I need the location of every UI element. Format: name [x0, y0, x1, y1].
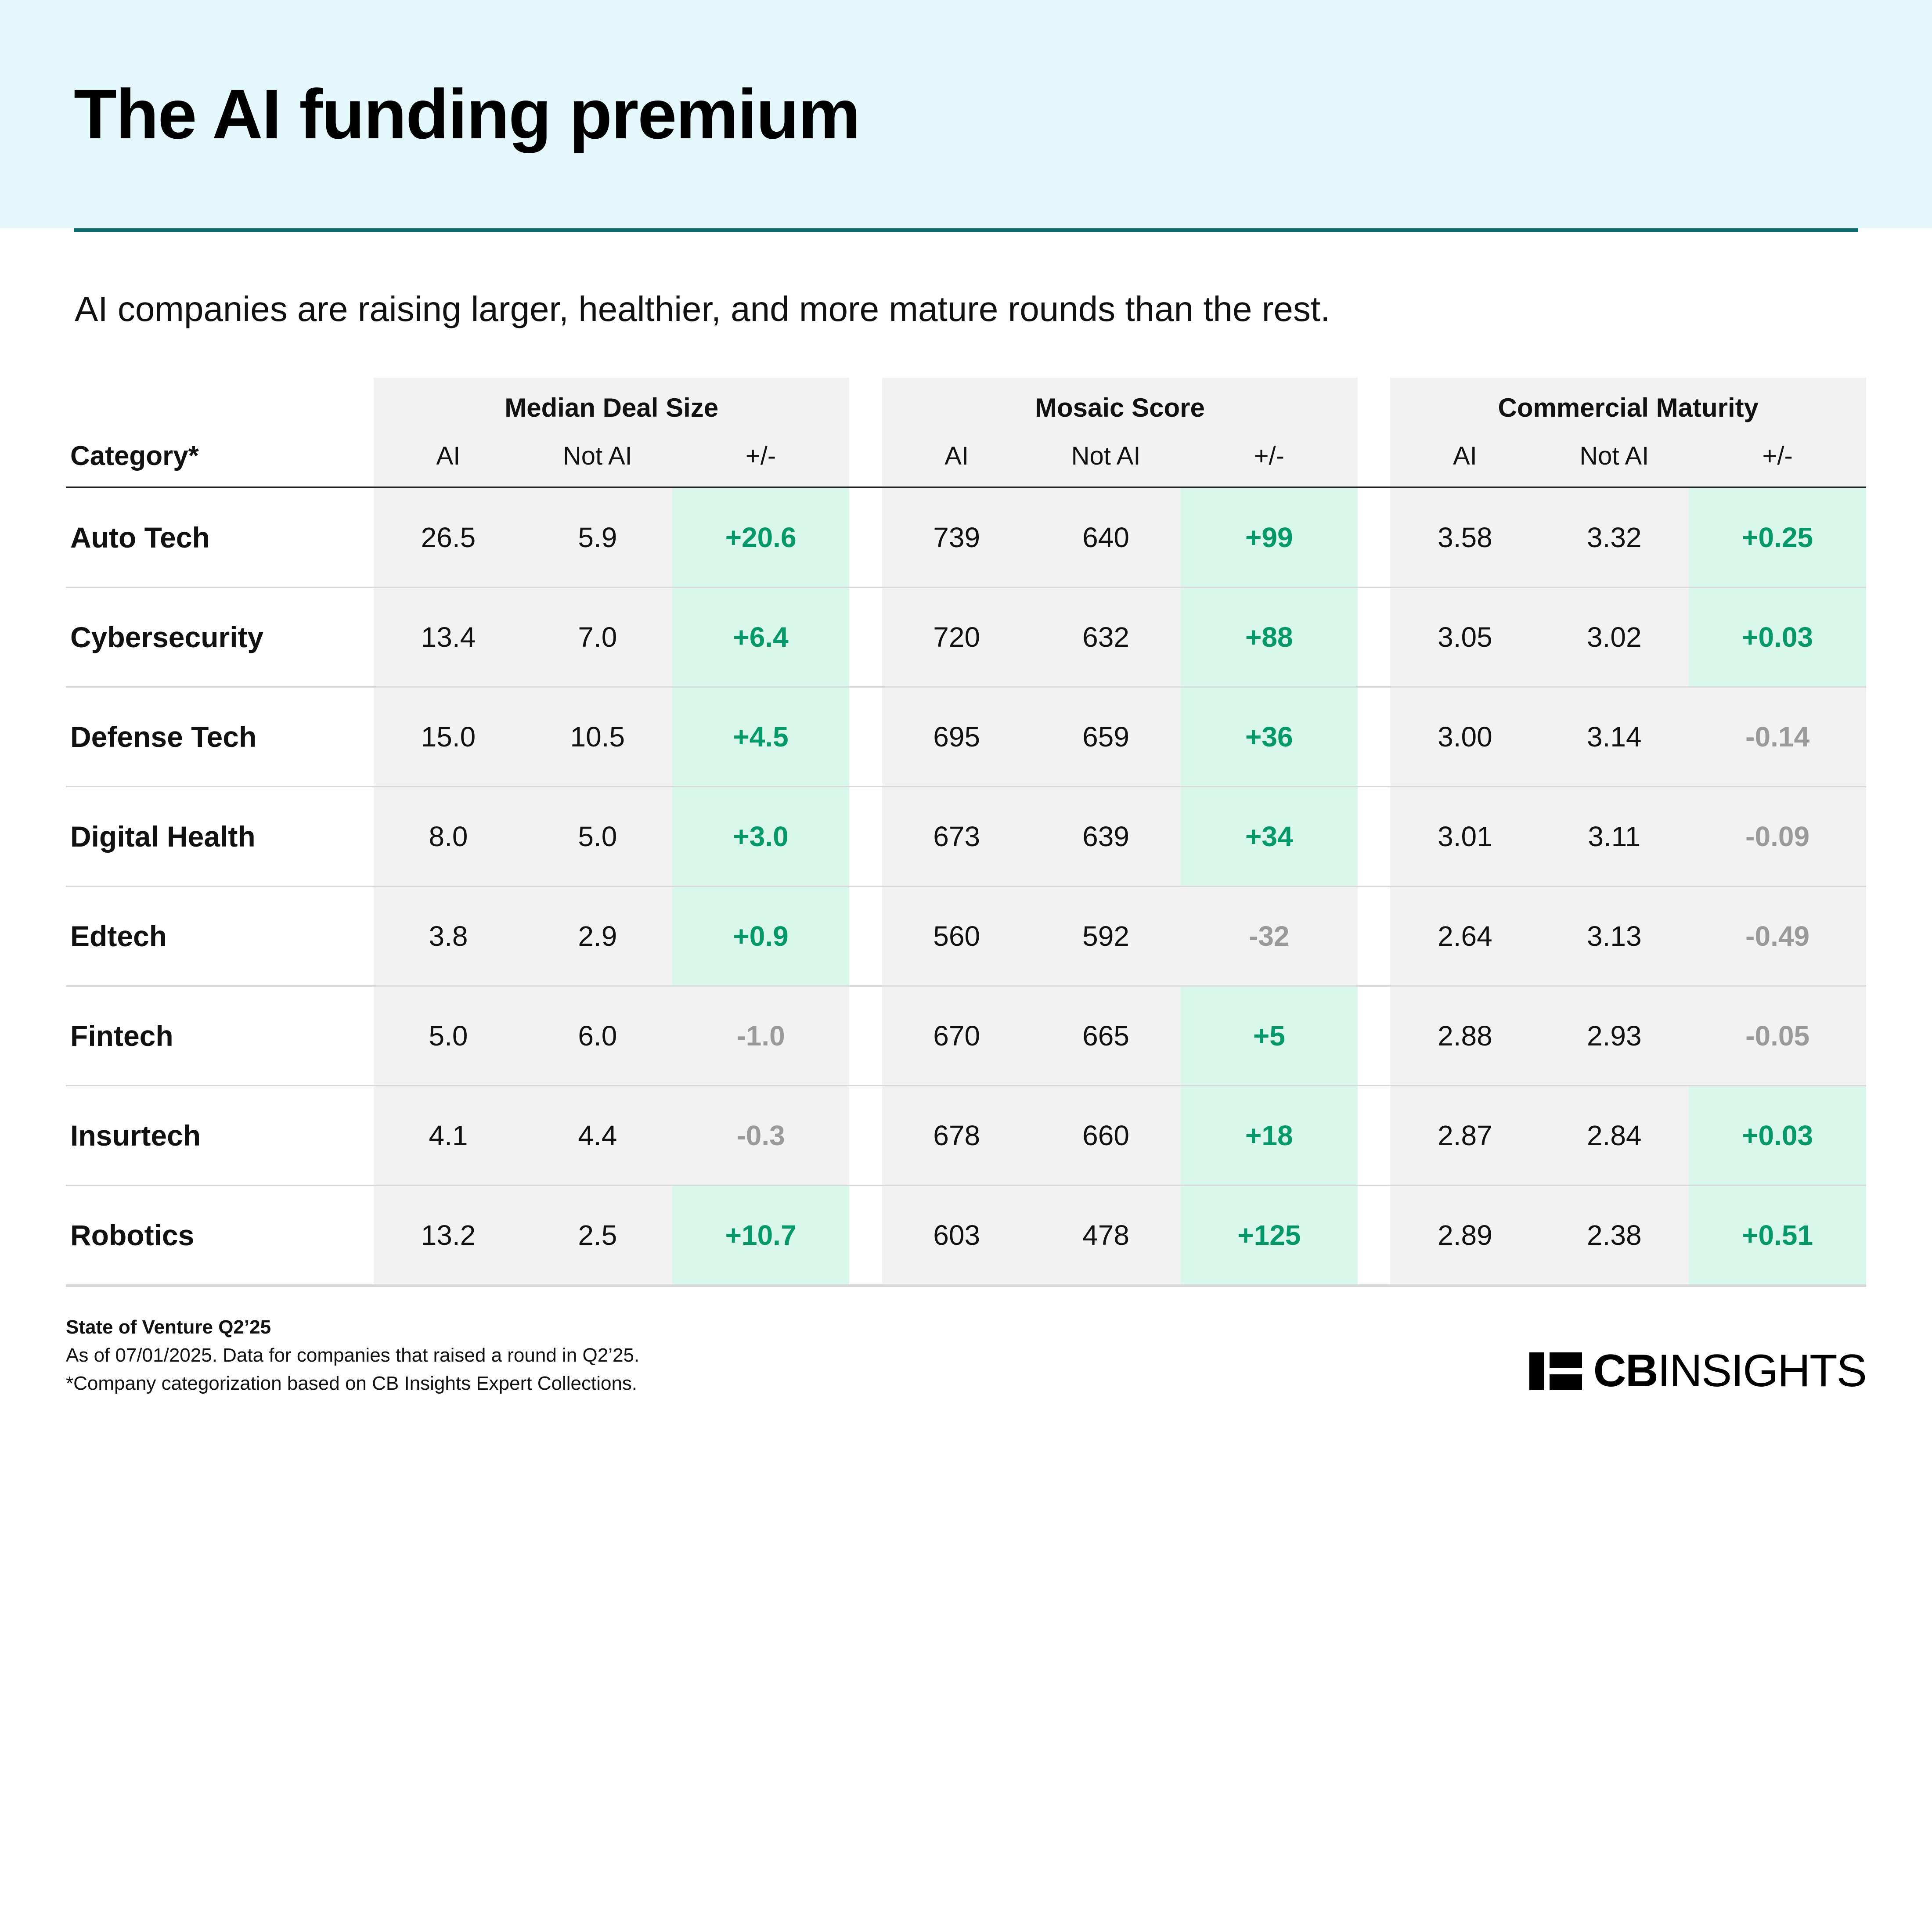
cb-insights-logo [1529, 1345, 1866, 1397]
cell-mosaic-diff: +36 [1181, 687, 1358, 787]
sub-gap-2 [1358, 436, 1390, 487]
group-gap-1 [849, 378, 882, 436]
row-gap-1 [849, 1186, 882, 1285]
cell-cm-diff: +0.25 [1689, 487, 1866, 588]
row-gap-2 [1358, 887, 1390, 986]
footer-note-line-2: *Company categorization based on CB Insights Expert Collections. [66, 1372, 638, 1394]
cell-mosaic-not-ai: 592 [1031, 887, 1181, 986]
cell-cm-diff: +0.03 [1689, 1086, 1866, 1186]
row-category-robotics: Robotics [66, 1186, 374, 1285]
cell-cm-diff: -0.05 [1689, 986, 1866, 1086]
cell-mds-not-ai: 6.0 [523, 986, 672, 1086]
cell-cm-not-ai: 3.14 [1539, 687, 1689, 787]
column-header-cm-diff: +/- [1689, 436, 1866, 487]
cell-cm-diff: -0.09 [1689, 787, 1866, 887]
table-row [66, 487, 1866, 588]
group-header-median-deal-size: Median Deal Size [374, 378, 849, 436]
table-row [66, 887, 1866, 986]
cell-mosaic-not-ai: 659 [1031, 687, 1181, 787]
cb-logo-mark-icon [1529, 1352, 1582, 1390]
cell-mds-ai: 15.0 [374, 687, 523, 787]
cell-cm-diff: -0.49 [1689, 887, 1866, 986]
cell-mds-not-ai: 5.0 [523, 787, 672, 887]
column-header-mosaic-not-ai: Not AI [1031, 436, 1181, 487]
row-gap-2 [1358, 687, 1390, 787]
column-header-mds-diff: +/- [672, 436, 850, 487]
table-bottom-divider [66, 1284, 1866, 1287]
row-gap-2 [1358, 986, 1390, 1086]
cell-mds-not-ai: 2.9 [523, 887, 672, 986]
group-header-mosaic-score: Mosaic Score [882, 378, 1358, 436]
cell-cm-ai: 3.00 [1390, 687, 1539, 787]
column-header-mosaic-ai: AI [882, 436, 1031, 487]
cell-mosaic-not-ai: 478 [1031, 1186, 1181, 1285]
cell-mosaic-not-ai: 640 [1031, 487, 1181, 588]
cell-mosaic-diff: +125 [1181, 1186, 1358, 1285]
cell-mds-not-ai: 10.5 [523, 687, 672, 787]
cell-mosaic-ai: 678 [882, 1086, 1031, 1186]
cell-mds-diff: +20.6 [672, 487, 850, 588]
cell-mosaic-diff: +34 [1181, 787, 1358, 887]
cell-mds-diff: -0.3 [672, 1086, 850, 1186]
cell-mds-not-ai: 4.4 [523, 1086, 672, 1186]
header-band [0, 0, 1932, 228]
row-gap-2 [1358, 1186, 1390, 1285]
data-table-wrap [66, 378, 1866, 1284]
table-row [66, 1186, 1866, 1285]
row-gap-2 [1358, 487, 1390, 588]
cell-cm-diff: +0.51 [1689, 1186, 1866, 1285]
cell-mds-ai: 4.1 [374, 1086, 523, 1186]
row-category-fintech: Fintech [66, 986, 374, 1086]
cell-cm-not-ai: 3.02 [1539, 588, 1689, 687]
group-gap-2 [1358, 378, 1390, 436]
cell-mosaic-diff: +18 [1181, 1086, 1358, 1186]
row-category-insurtech: Insurtech [66, 1086, 374, 1186]
column-header-mosaic-diff: +/- [1181, 436, 1358, 487]
row-category-defense-tech: Defense Tech [66, 687, 374, 787]
cell-mds-diff: +4.5 [672, 687, 850, 787]
logo-light: INSIGHTS [1657, 1345, 1866, 1397]
cell-cm-not-ai: 2.93 [1539, 986, 1689, 1086]
footer-note-line-1: As of 07/01/2025. Data for companies that raised a round in Q2’25. [66, 1344, 640, 1366]
cell-mds-ai: 3.8 [374, 887, 523, 986]
cell-mosaic-diff: +88 [1181, 588, 1358, 687]
cell-cm-not-ai: 3.32 [1539, 487, 1689, 588]
cell-cm-not-ai: 2.84 [1539, 1086, 1689, 1186]
cell-cm-ai: 3.05 [1390, 588, 1539, 687]
row-gap-2 [1358, 787, 1390, 887]
cell-cm-ai: 2.89 [1390, 1186, 1539, 1285]
table-row [66, 787, 1866, 887]
cell-mosaic-ai: 739 [882, 487, 1031, 588]
subtitle: AI companies are raising larger, healthier, and more mature rounds than the rest. [75, 289, 1330, 328]
cell-mosaic-ai: 560 [882, 887, 1031, 986]
cell-mosaic-ai: 603 [882, 1186, 1031, 1285]
footer [66, 1313, 1866, 1397]
table-row [66, 1086, 1866, 1186]
cell-mosaic-ai: 673 [882, 787, 1031, 887]
table-row [66, 687, 1866, 787]
column-header-cm-not-ai: Not AI [1539, 436, 1689, 487]
cell-mds-not-ai: 2.5 [523, 1186, 672, 1285]
row-category-digital-health: Digital Health [66, 787, 374, 887]
comparison-table [66, 378, 1866, 1284]
cell-mds-diff: +0.9 [672, 887, 850, 986]
cell-cm-diff: +0.03 [1689, 588, 1866, 687]
cell-mosaic-not-ai: 632 [1031, 588, 1181, 687]
logo-bold: CB [1593, 1345, 1658, 1397]
cell-mds-not-ai: 7.0 [523, 588, 672, 687]
footer-notes [66, 1313, 639, 1397]
group-header-row [66, 378, 1866, 436]
page-title: The AI funding premium [74, 75, 860, 153]
cell-cm-not-ai: 3.11 [1539, 787, 1689, 887]
cell-mosaic-diff: -32 [1181, 887, 1358, 986]
footer-source-title: State of Venture Q2’25 [66, 1316, 271, 1338]
cell-mosaic-not-ai: 660 [1031, 1086, 1181, 1186]
cell-cm-not-ai: 3.13 [1539, 887, 1689, 986]
cell-cm-ai: 3.58 [1390, 487, 1539, 588]
row-category-auto-tech: Auto Tech [66, 487, 374, 588]
table-body [66, 487, 1866, 1284]
cell-mosaic-ai: 670 [882, 986, 1031, 1086]
column-header-cm-ai: AI [1390, 436, 1539, 487]
row-gap-1 [849, 986, 882, 1086]
row-category-cybersecurity: Cybersecurity [66, 588, 374, 687]
column-header-category: Category* [70, 441, 199, 471]
cell-cm-ai: 2.88 [1390, 986, 1539, 1086]
cell-mds-ai: 26.5 [374, 487, 523, 588]
cell-cm-not-ai: 2.38 [1539, 1186, 1689, 1285]
row-gap-1 [849, 588, 882, 687]
cell-mds-diff: +10.7 [672, 1186, 850, 1285]
title-divider [74, 228, 1858, 232]
table-row [66, 588, 1866, 687]
row-gap-1 [849, 787, 882, 887]
group-header-spacer [66, 378, 374, 436]
cell-mosaic-diff: +5 [1181, 986, 1358, 1086]
cell-mosaic-ai: 720 [882, 588, 1031, 687]
cell-mds-diff: +3.0 [672, 787, 850, 887]
group-header-commercial-maturity: Commercial Maturity [1390, 378, 1866, 436]
cell-mds-diff: +6.4 [672, 588, 850, 687]
table-row [66, 986, 1866, 1086]
cell-mds-diff: -1.0 [672, 986, 850, 1086]
cell-mosaic-not-ai: 639 [1031, 787, 1181, 887]
cell-mosaic-ai: 695 [882, 687, 1031, 787]
column-header-mds-ai: AI [374, 436, 523, 487]
row-gap-1 [849, 1086, 882, 1186]
row-gap-1 [849, 887, 882, 986]
sub-gap-1 [849, 436, 882, 487]
cell-mds-ai: 13.2 [374, 1186, 523, 1285]
cell-mds-ai: 13.4 [374, 588, 523, 687]
row-gap-2 [1358, 588, 1390, 687]
cell-cm-ai: 2.64 [1390, 887, 1539, 986]
cell-cm-ai: 3.01 [1390, 787, 1539, 887]
cell-mosaic-not-ai: 665 [1031, 986, 1181, 1086]
row-gap-1 [849, 487, 882, 588]
table-head [66, 378, 1866, 487]
cell-cm-ai: 2.87 [1390, 1086, 1539, 1186]
cell-mosaic-diff: +99 [1181, 487, 1358, 588]
cell-mds-ai: 5.0 [374, 986, 523, 1086]
row-gap-2 [1358, 1086, 1390, 1186]
column-header-mds-not-ai: Not AI [523, 436, 672, 487]
cell-mds-not-ai: 5.9 [523, 487, 672, 588]
sub-header-row [66, 436, 1866, 487]
cell-mds-ai: 8.0 [374, 787, 523, 887]
row-category-edtech: Edtech [66, 887, 374, 986]
logo-wordmark [1593, 1345, 1866, 1397]
cell-cm-diff: -0.14 [1689, 687, 1866, 787]
row-gap-1 [849, 687, 882, 787]
